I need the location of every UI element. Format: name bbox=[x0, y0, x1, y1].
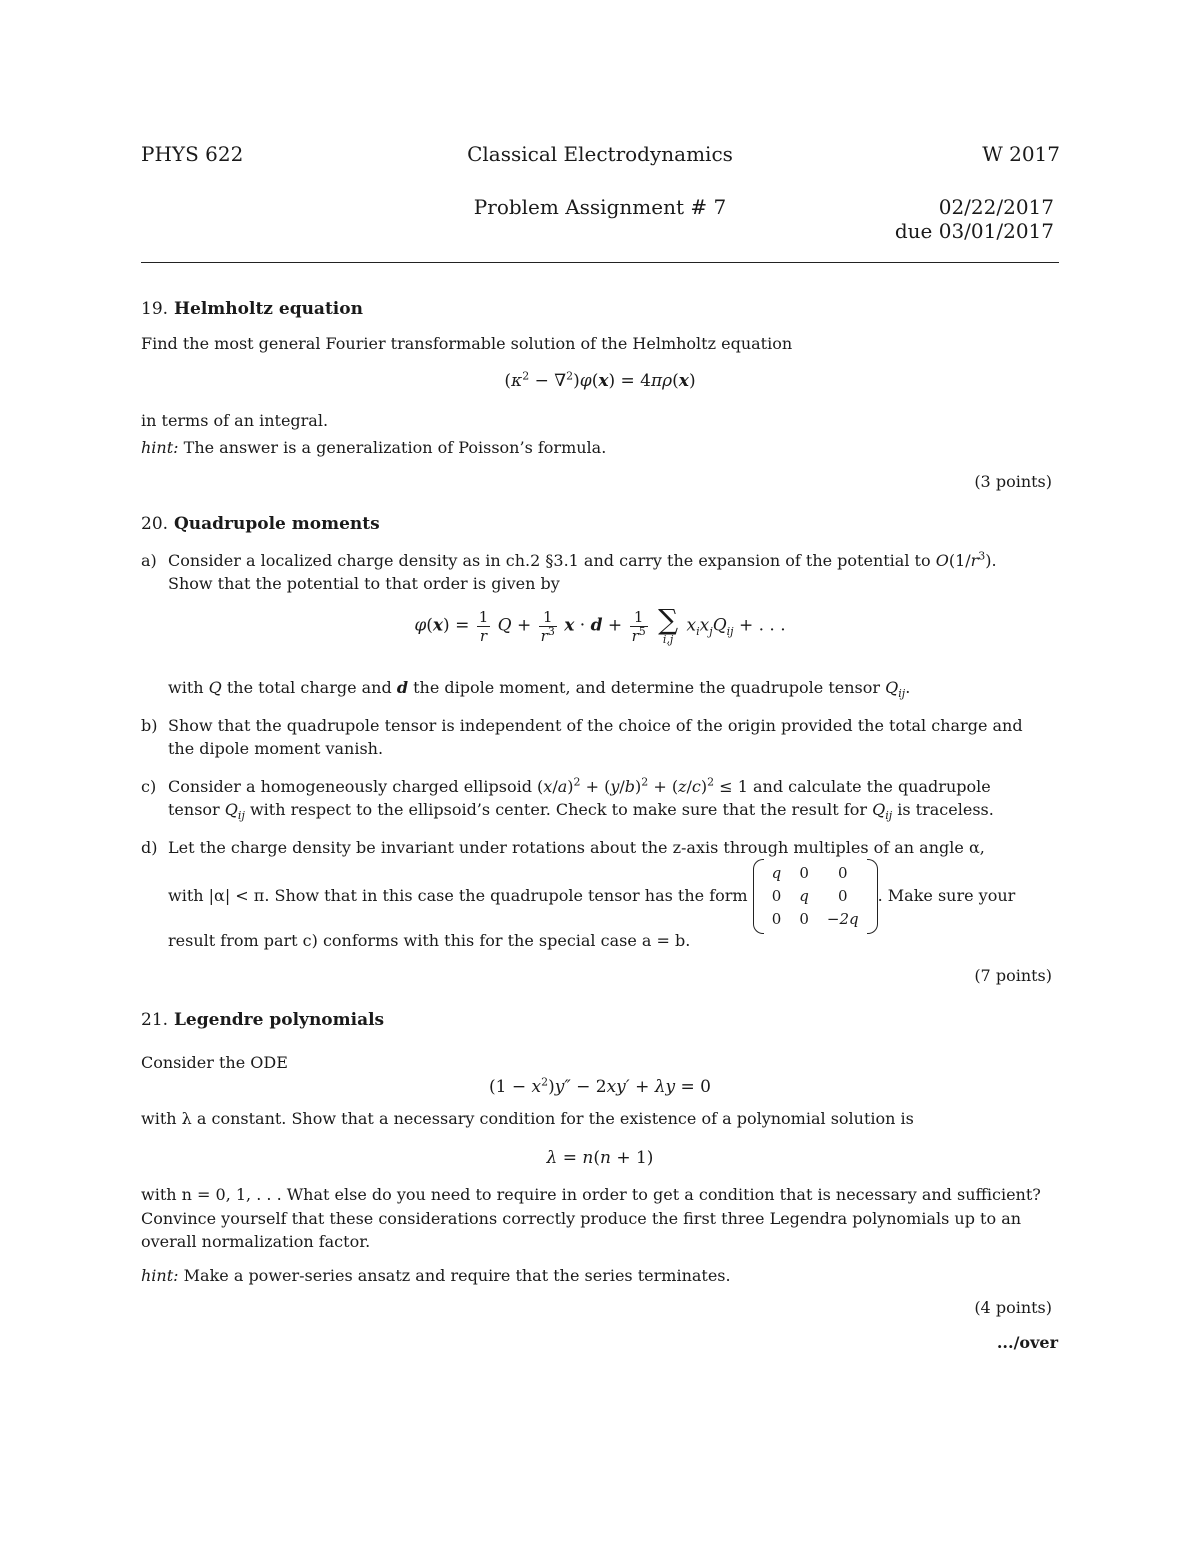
part-a-label: a) bbox=[141, 551, 157, 570]
part-d-line-3: result from part c) conforms with this for the special case a = b. bbox=[168, 931, 691, 950]
problem-20-title: Quadrupole moments bbox=[173, 514, 380, 534]
problem-19-hint bbox=[141, 438, 606, 459]
quadrupole-matrix bbox=[753, 862, 878, 931]
problem-21-intro: Consider the ODE bbox=[141, 1053, 288, 1072]
matrix-cell: 0 bbox=[799, 910, 809, 928]
continued-over: .../over bbox=[996, 1333, 1058, 1352]
part-d-text-1: with |α| < π. Show that in this case the quadrupole tensor has the form bbox=[168, 886, 748, 905]
part-c-text-3: tensor bbox=[168, 800, 220, 819]
problem-19-points: (3 points) bbox=[974, 472, 1052, 491]
part-a-line-2: Show that the potential to that order is given by bbox=[168, 574, 560, 593]
part-c-line-1: Consider a homogeneously charged ellipsoid $(x/a)^2 + (y/b)^2 + (z/c)^2 \le 1$ and calculate the quadrupole bbox=[168, 775, 991, 796]
matrix-cell: −2q bbox=[826, 910, 859, 928]
problem-21-line-1: with n = 0, 1, . . . What else do you need to require in order to get a condition that is necessary and sufficient? bbox=[141, 1185, 1041, 1204]
problem-21-text: with λ a constant. Show that a necessary condition for the existence of a polynomial solution is bbox=[141, 1109, 914, 1128]
hint-label: hint: bbox=[141, 438, 179, 457]
problem-20-heading bbox=[141, 513, 380, 535]
part-d-line-1: Let the charge density be invariant under rotations about the z-axis through multiples of an angle α, bbox=[168, 838, 985, 857]
part-a-total-charge: the total charge and bbox=[226, 678, 392, 697]
part-b-label: b) bbox=[141, 716, 158, 735]
assignment-title: Problem Assignment # 7 bbox=[473, 195, 727, 219]
hint-label: hint: bbox=[141, 1266, 179, 1285]
matrix-cell: q bbox=[771, 864, 782, 882]
matrix-cell: 0 bbox=[799, 864, 809, 882]
part-c-text-1: Consider a homogeneously charged ellipsoid bbox=[168, 777, 532, 796]
matrix-cell: 0 bbox=[837, 887, 848, 905]
problem-21-line-3: overall normalization factor. bbox=[141, 1232, 371, 1251]
due-date: due 03/01/2017 bbox=[894, 219, 1054, 243]
matrix-cell: 0 bbox=[771, 910, 782, 928]
part-c-text-5: is traceless. bbox=[897, 800, 994, 819]
part-c-text-2: and calculate the quadrupole bbox=[752, 777, 991, 796]
part-a-text: Consider a localized charge density as in ch.2 §3.1 and carry the expansion of the potential to bbox=[168, 551, 931, 570]
problem-19-title: Helmholtz equation bbox=[173, 299, 363, 319]
problem-19-heading bbox=[141, 298, 363, 320]
hint-text: Make a power-series ansatz and require that the series terminates. bbox=[183, 1266, 731, 1285]
problem-19-text: in terms of an integral. bbox=[141, 411, 329, 430]
course-code: PHYS 622 bbox=[141, 142, 244, 166]
part-d-line-2 bbox=[168, 862, 1060, 931]
helmholtz-equation: $(\kappa^2 - \nabla^2)\varphi(x) = 4\pi\rho(x)$ bbox=[504, 369, 696, 391]
eigenvalue-condition-equation: λ = n(n + 1) bbox=[546, 1148, 654, 1168]
problem-21-heading bbox=[141, 1009, 384, 1031]
problem-21-hint bbox=[141, 1266, 731, 1287]
matrix-cell: 0 bbox=[837, 864, 848, 882]
part-a-dipole: the dipole moment, and determine the quadrupole tensor bbox=[413, 678, 881, 697]
course-title: Classical Electrodynamics bbox=[467, 142, 733, 166]
hint-text: The answer is a generalization of Poisson’s formula. bbox=[183, 438, 607, 457]
problem-19-number: 19. bbox=[141, 299, 169, 319]
part-a-line-3: with Q the total charge and d the dipole moment, and determine the quadrupole tensor $Q_{ij}$. bbox=[168, 678, 911, 701]
part-d-label: d) bbox=[141, 838, 158, 857]
part-a-line-1: Consider a localized charge density as in ch.2 §3.1 and carry the expansion of the potential to $O(1/r^3)$. bbox=[168, 549, 997, 570]
issue-date: 02/22/2017 bbox=[938, 195, 1054, 219]
problem-21-line-2: Convince yourself that these considerations correctly produce the first three Legendra polynomials up to an bbox=[141, 1209, 1022, 1228]
part-c-line-2: tensor $Q_{ij}$ with respect to the ellipsoid’s center. Check to make sure that the result for $Q_{ij}$ is traceless. bbox=[168, 800, 994, 823]
problem-19-intro: Find the most general Fourier transformable solution of the Helmholtz equation bbox=[141, 334, 793, 353]
matrix-cell: 0 bbox=[771, 887, 782, 905]
part-a-with: with bbox=[168, 678, 204, 697]
part-c-label: c) bbox=[141, 777, 157, 796]
legendre-ode-equation: $(1 - x^2)y'' - 2xy' + \lambda y = 0$ bbox=[489, 1075, 711, 1097]
problem-21-points: (4 points) bbox=[974, 1298, 1052, 1317]
problem-20-number: 20. bbox=[141, 514, 169, 534]
part-c-text-4: with respect to the ellipsoid’s center. Check to make sure that the result for bbox=[249, 800, 868, 819]
problem-21-number: 21. bbox=[141, 1010, 169, 1030]
problem-20-points: (7 points) bbox=[974, 966, 1052, 985]
part-d-text-2: . Make sure your bbox=[877, 886, 1016, 905]
multipole-expansion-equation: φ(x) = $\frac{1}{r}$ Q + $\frac{1}{r^3}$ x · d + $\frac{1}{r^5}$ ∑ i,j $x_ix_jQ_{ij}$ + . . . bbox=[414, 603, 786, 646]
header-rule bbox=[141, 262, 1059, 263]
problem-21-title: Legendre polynomials bbox=[173, 1010, 385, 1030]
part-b-line-1: Show that the quadrupole tensor is independent of the choice of the origin provided the total charge and bbox=[168, 716, 1023, 735]
term: W 2017 bbox=[982, 142, 1060, 166]
matrix-cell: q bbox=[799, 887, 809, 905]
part-b-line-2: the dipole moment vanish. bbox=[168, 739, 384, 758]
